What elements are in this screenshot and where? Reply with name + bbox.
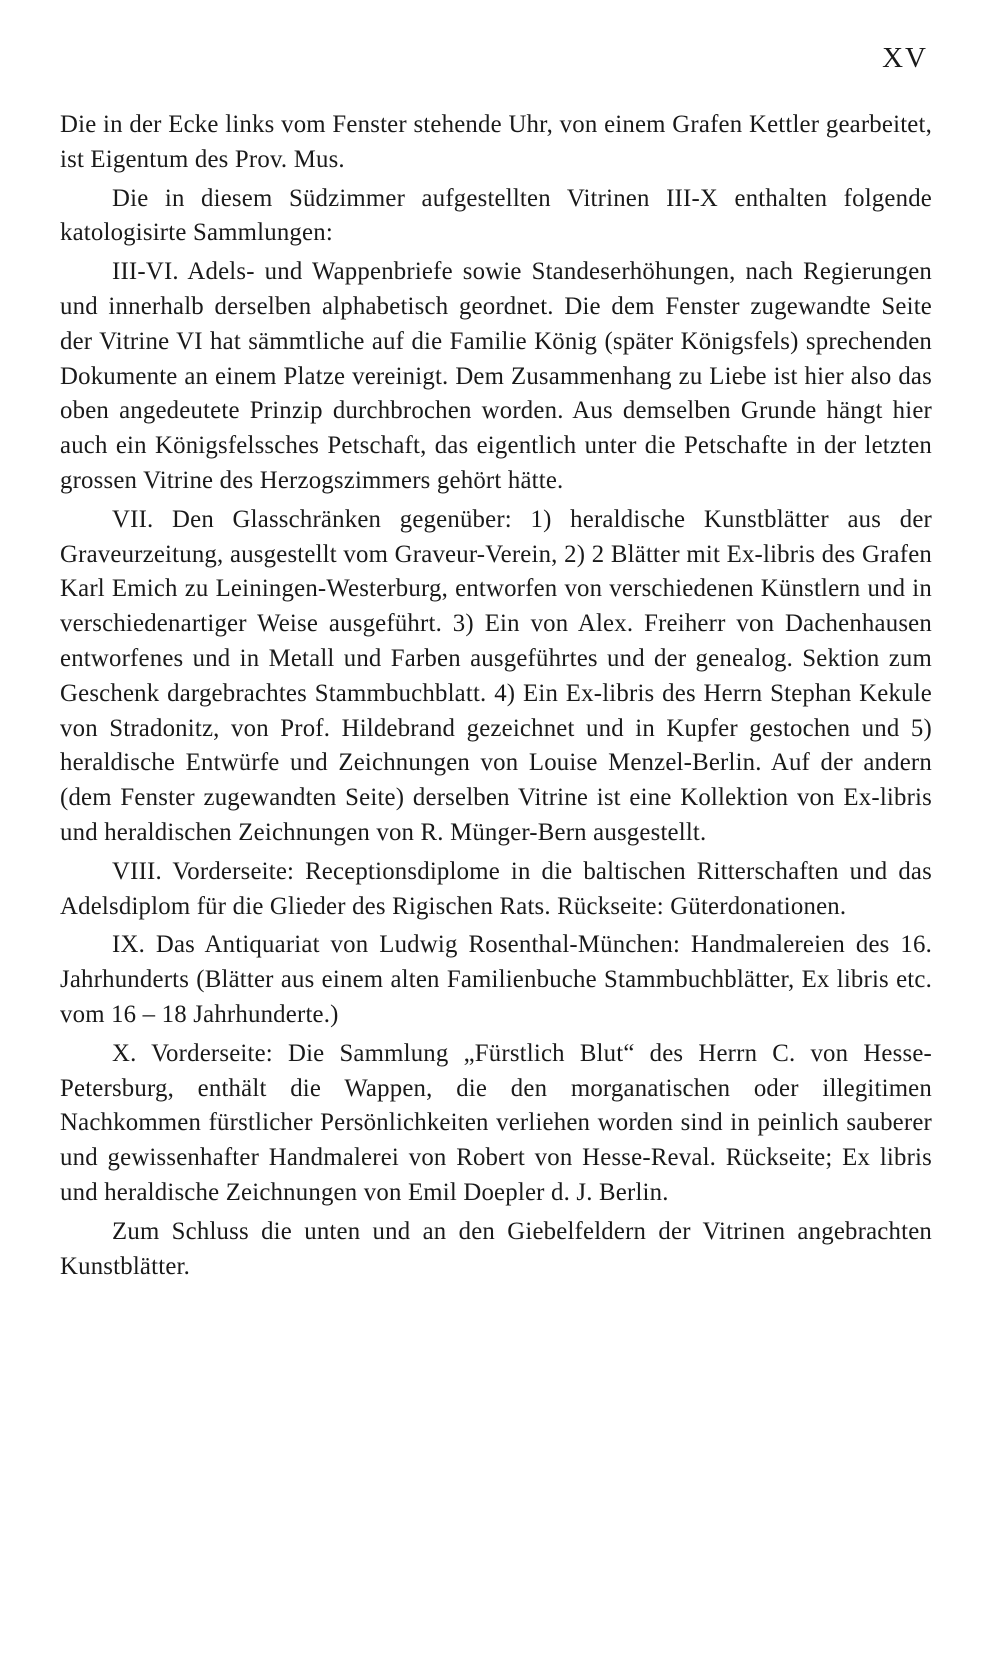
body-text: [60, 108, 932, 1288]
paragraph-clock: Die in der Ecke links vom Fenster stehende Uhr, von einem Grafen Kettler gearbeitet, ist Eigentum des Prov. Mus.: [60, 111, 932, 173]
paragraph-closing: Zum Schluss die unten und an den Giebelfeldern der Vitrinen angebrachten Kunstblätter.: [60, 1217, 932, 1280]
paragraph-vitrine-x: X. Vorderseite: Die Sammlung „Fürstlich Blut“ des Herrn C. von Hesse-Petersburg, enthält die Wappen, die den morganatischen oder illegitimen Nachkommen fürstlicher Persönlichkeiten verliehen worden sind in peinlich sauberer und gewissenhafter Handmalerei von Robert von Hesse-Reval. Rückseite; Ex libris und heraldische Zeichnungen von Emil Doepler d. J. Berlin.: [60, 1039, 932, 1206]
paragraph-vitrines-intro: Die in diesem Südzimmer aufgestellten Vitrinen III-X enthalten folgende katologisirte Sammlungen:: [60, 184, 932, 247]
paragraph-vitrine-vii: VII. Den Glasschränken gegenüber: 1) heraldische Kunstblätter aus der Graveurzeitung, ausgestellt vom Graveur-Verein, 2) 2 Blätter mit Ex-libris des Grafen Karl Emich zu Leiningen-Westerburg, entworfen von verschiedenen Künstlern und in verschiedenartiger Weise ausgeführt. 3) Ein von Alex. Freiherr von Dachenhausen entworfenes und in Metall und Farben ausgeführtes und der genealog. Sektion zum Geschenk dargebrachtes Stammbuchblatt. 4) Ein Ex-libris des Herrn Stephan Kekule von Stradonitz, von Prof. Hildebrand gezeichnet und in Kupfer gestochen und 5) heraldische Entwürfe und Zeichnungen von Louise Menzel-Berlin. Auf der andern (dem Fenster zugewandten Seite) derselben Vitrine ist eine Kollektion von Ex-libris und heraldischen Zeichnungen von R. Münger-Bern ausgestellt.: [60, 505, 932, 846]
paragraph-vitrine-viii: VIII. Vorderseite: Receptionsdiplome in die baltischen Ritterschaften und das Adelsdiplom für die Glieder des Rigischen Rats. Rückseite: Güterdonationen.: [60, 857, 932, 920]
page-number: XV: [882, 42, 928, 74]
paragraph-vitrines-iii-vi: III-VI. Adels- und Wappenbriefe sowie Standeserhöhungen, nach Regierungen und innerhalb derselben alphabetisch geordnet. Die dem Fenster zugewandte Seite der Vitrine VI hat sämmtliche auf die Familie König (später Königsfels) sprechenden Dokumente an einem Platze vereinigt. Dem Zusammenhang zu Liebe ist hier also das oben angedeutete Prinzip durchbrochen worden. Aus demselben Grunde hängt hier auch ein Königsfelssches Petschaft, das eigentlich unter die Petschafte in der letzten grossen Vitrine des Herzogszimmers gehört hätte.: [60, 258, 932, 494]
paragraph-vitrine-ix: IX. Das Antiquariat von Ludwig Rosenthal-München: Handmalereien des 16. Jahrhunderts (Blätter aus einem alten Familienbuche Stammbuchblätter, Ex libris etc. vom 16 – 18 Jahrhunderte.): [60, 931, 932, 1028]
